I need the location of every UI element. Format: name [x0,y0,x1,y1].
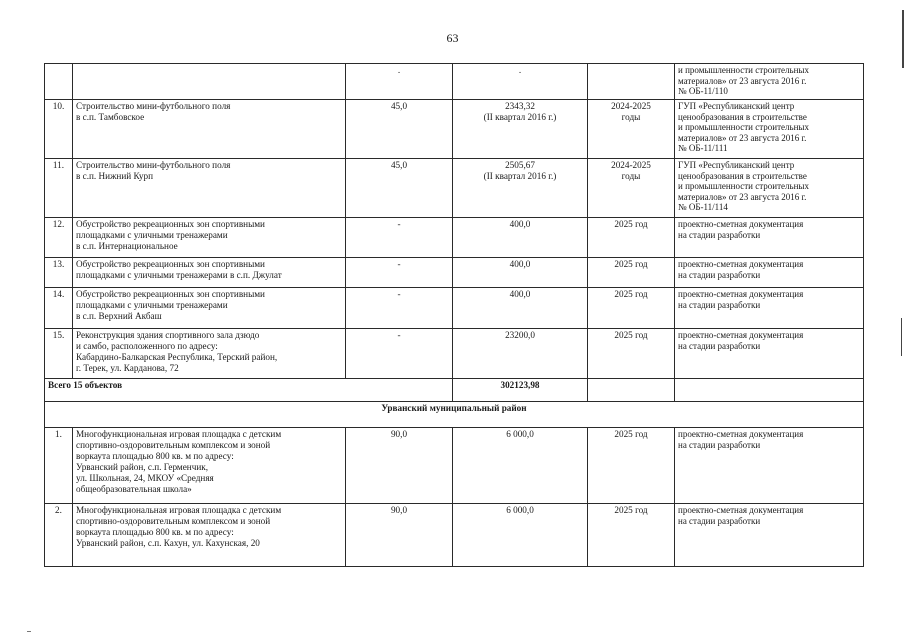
table-row [45,504,864,567]
cost-value: 6 000,0 [453,504,588,567]
area-value: - [346,258,453,288]
term-value: 2025 год [588,288,675,329]
table-row [45,100,864,159]
source-note: проектно-сметная документация на стадии разработки [675,329,864,379]
term-value: 2024-2025 годы [588,100,675,159]
table-row [45,428,864,504]
table-row [45,288,864,329]
area-value: . [346,64,453,100]
source-note: ГУП «Республиканский центр ценообразования в строительстве и промышленности строительных материалов» от 23 августа 2016 г. № ОБ-11/111 [675,100,864,159]
area-value: - [346,218,453,258]
term-value: 2025 год [588,218,675,258]
term-value [588,64,675,100]
object-name: Реконструкция здания спортивного зала дзюдо и самбо, расположенного по адресу: Кабардино-Балкарская Республика, Терский район, г. Терек, ул. Карданова, 72 [73,329,346,379]
row-number: 2. [45,504,73,567]
object-name [73,64,346,100]
term-value: 2025 год [588,258,675,288]
scan-speck [27,631,31,632]
term-value: 2025 год [588,329,675,379]
row-number: 13. [45,258,73,288]
area-value: 90,0 [346,428,453,504]
scan-edge-mark [902,10,904,68]
objects-table [44,63,864,567]
page-number: 63 [446,31,459,45]
section-row [45,402,864,428]
table-row [45,329,864,379]
row-number: 12. [45,218,73,258]
object-name: Обустройство рекреационных зон спортивными площадками с уличными тренажерами в с.п. Верхний Акбаш [73,288,346,329]
term-value: 2025 год [588,504,675,567]
scan-edge-mark [901,318,902,356]
object-name: Строительство мини-футбольного поля в с.п. Нижний Курп [73,159,346,218]
table-row [45,258,864,288]
source-note: проектно-сметная документация на стадии разработки [675,504,864,567]
total-label: Всего 15 объектов [45,379,453,402]
section-header: Урванский муниципальный район [45,402,864,428]
total-row [45,379,864,402]
row-number: 14. [45,288,73,329]
area-value: 45,0 [346,100,453,159]
source-note: проектно-сметная документация на стадии разработки [675,288,864,329]
object-name: Строительство мини-футбольного поля в с.п. Тамбовское [73,100,346,159]
cost-value: 6 000,0 [453,428,588,504]
cost-value: 400,0 [453,288,588,329]
source-note: проектно-сметная документация на стадии разработки [675,428,864,504]
table-row [45,159,864,218]
source-note: ГУП «Республиканский центр ценообразования в строительстве и промышленности строительных материалов» от 23 августа 2016 г. № ОБ-11/114 [675,159,864,218]
cost-value: 2343,32 (II квартал 2016 г.) [453,100,588,159]
row-number [45,64,73,100]
object-name: Многофункциональная игровая площадка с детским спортивно-оздоровительным комплексом и зоной воркаута площадью 800 кв. м по адресу: Урванский район, с.п. Герменчик, ул. Школьная, 24, МКОУ «Средняя общеобразовательная школа» [73,428,346,504]
cost-value: 400,0 [453,258,588,288]
row-number: 10. [45,100,73,159]
area-value: 45,0 [346,159,453,218]
row-number: 11. [45,159,73,218]
table-row [45,218,864,258]
area-value: - [346,288,453,329]
object-name: Обустройство рекреационных зон спортивными площадками с уличными тренажерами в с.п. Джулат [73,258,346,288]
area-value: - [346,329,453,379]
object-name: Обустройство рекреационных зон спортивными площадками с уличными тренажерами в с.п. Интернациональное [73,218,346,258]
term-value: 2024-2025 годы [588,159,675,218]
cost-value: 2505,67 (II квартал 2016 г.) [453,159,588,218]
source-note: проектно-сметная документация на стадии разработки [675,218,864,258]
cost-value: . [453,64,588,100]
total-cost: 302123,98 [453,379,588,402]
source-note: проектно-сметная документация на стадии разработки [675,258,864,288]
source-note: и промышленности строительных материалов» от 23 августа 2016 г. № ОБ-11/110 [675,64,864,100]
table-row [45,64,864,100]
area-value: 90,0 [346,504,453,567]
cost-value: 23200,0 [453,329,588,379]
total-source-empty [675,379,864,402]
object-name: Многофункциональная игровая площадка с детским спортивно-оздоровительным комплексом и зоной воркаута площадью 800 кв. м по адресу: Урванский район, с.п. Кахун, ул. Кахунская, 20 [73,504,346,567]
row-number: 1. [45,428,73,504]
total-term-empty [588,379,675,402]
cost-value: 400,0 [453,218,588,258]
row-number: 15. [45,329,73,379]
term-value: 2025 год [588,428,675,504]
